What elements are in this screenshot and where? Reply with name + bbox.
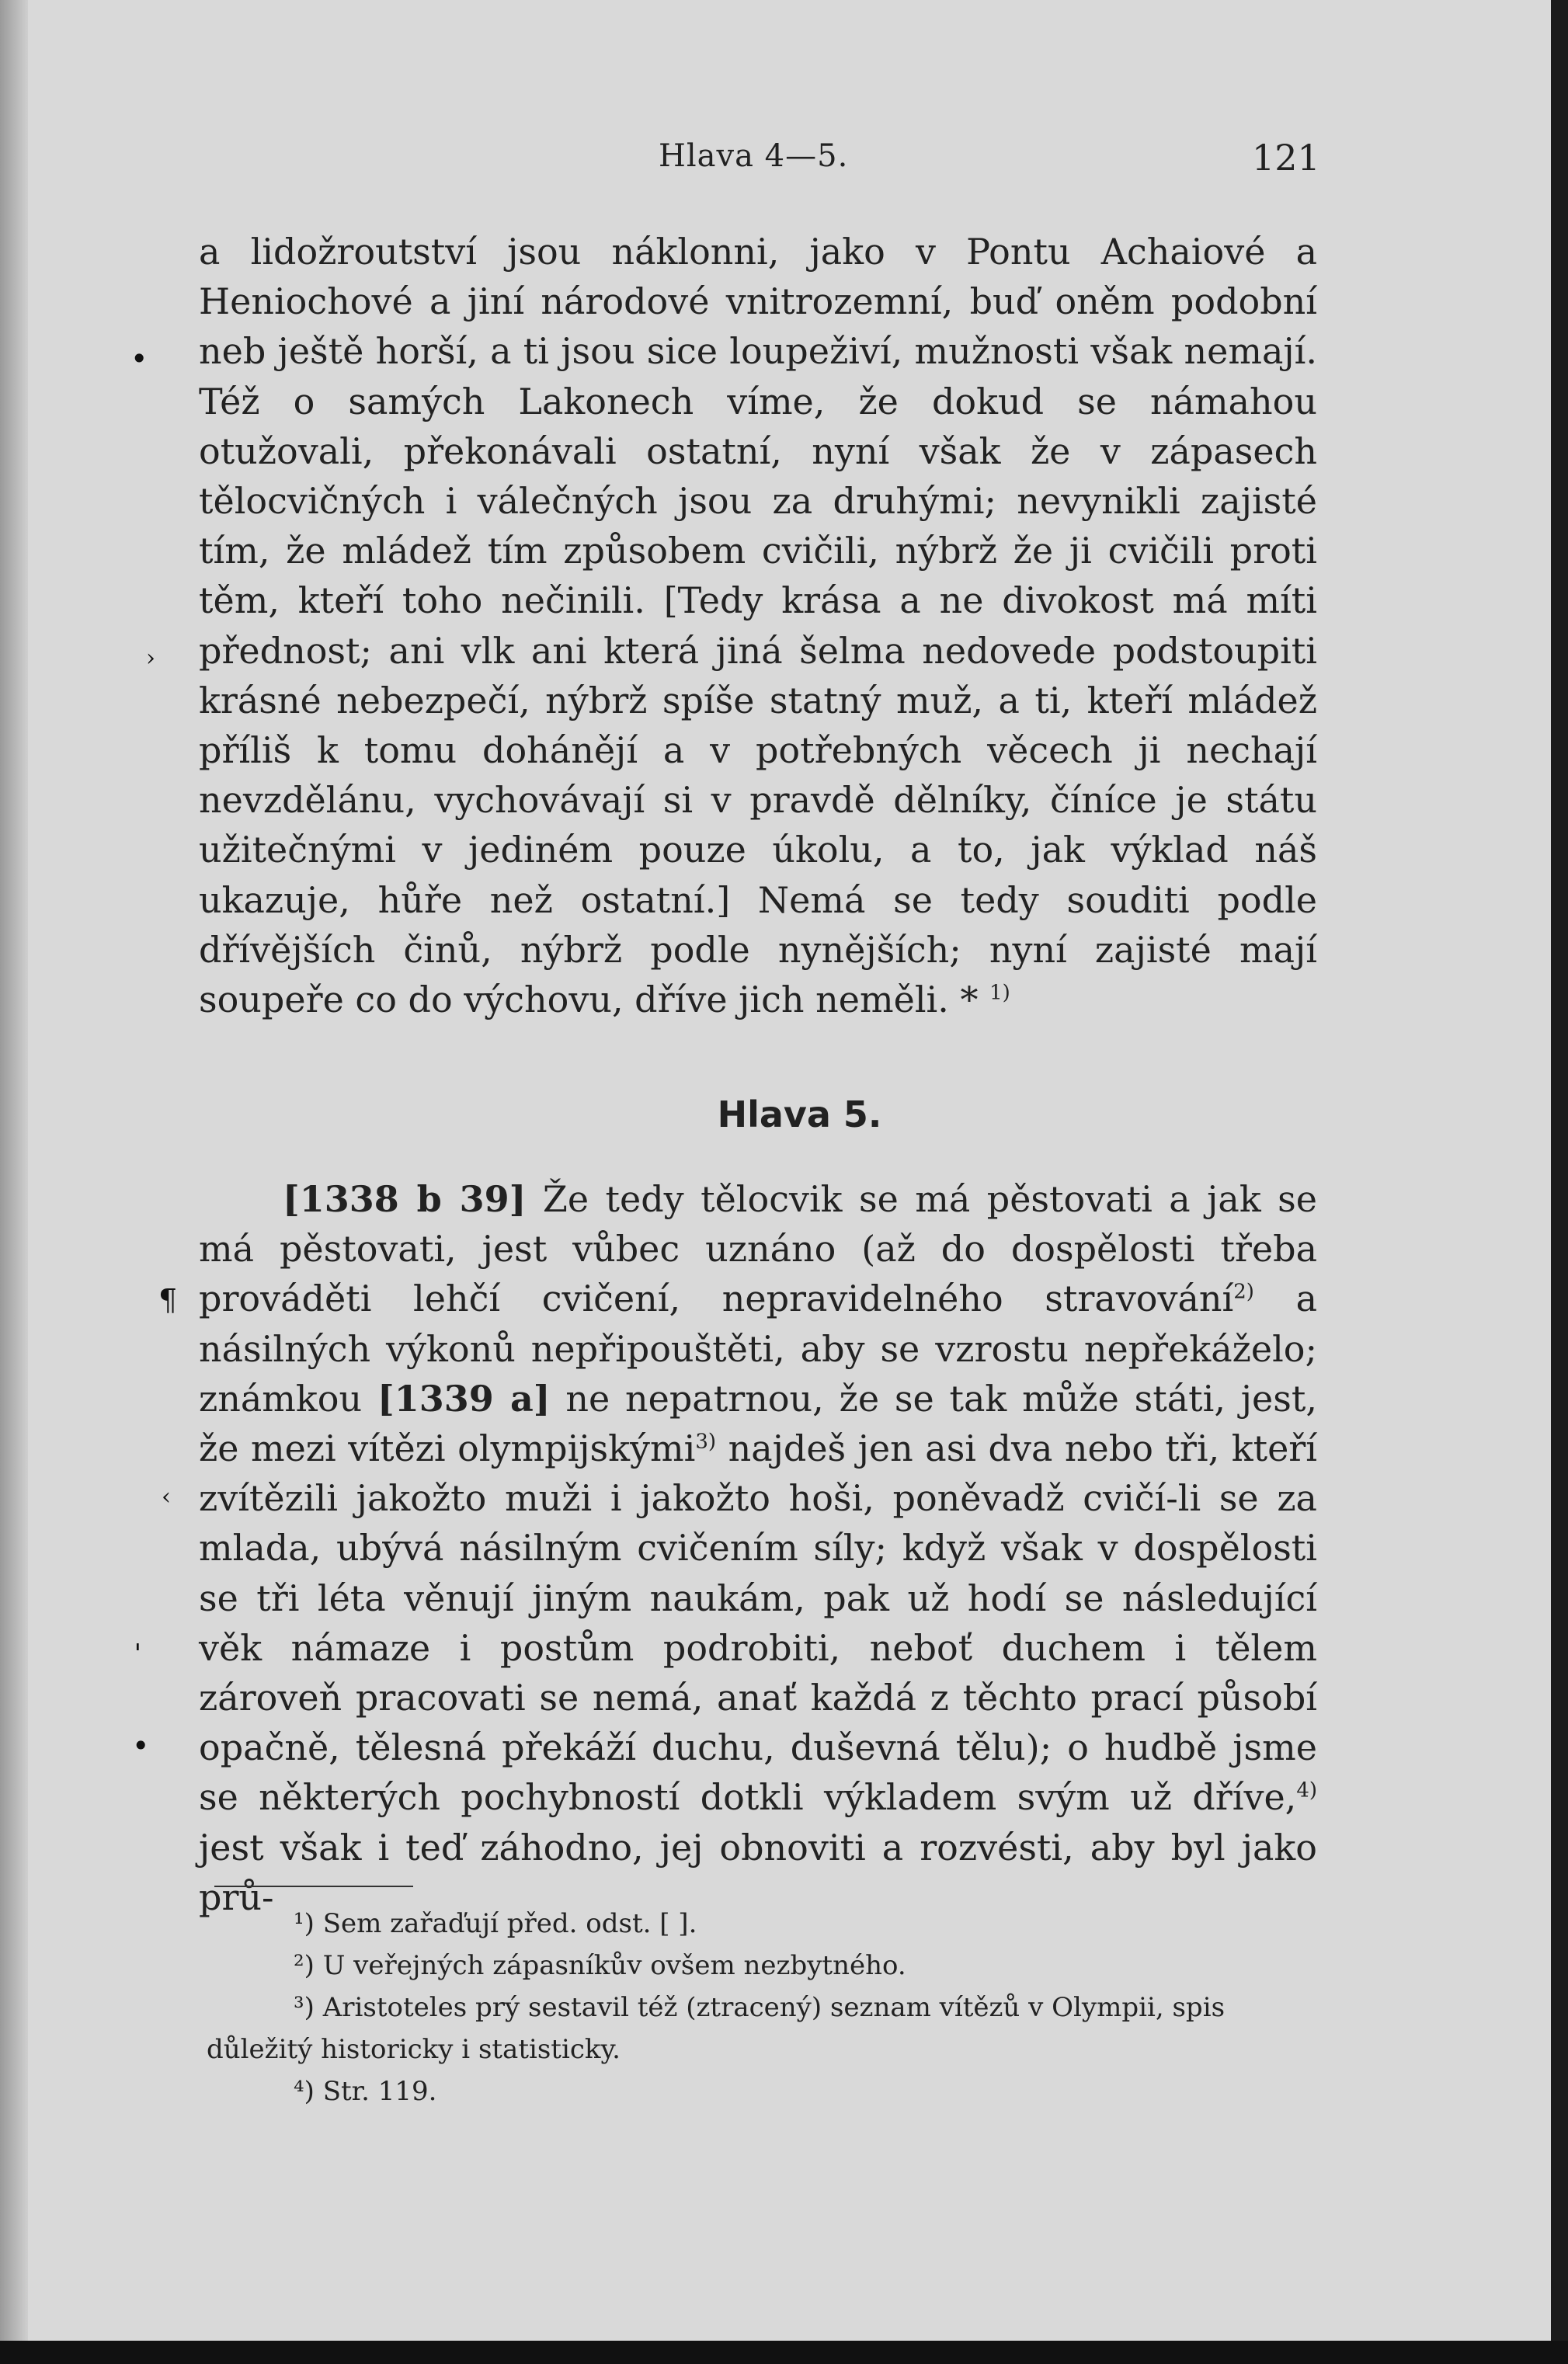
bekker-reference: [1339 a] <box>377 1377 551 1420</box>
margin-mark-icon: • <box>130 342 148 376</box>
body-text: Že tedy tělocvik se má pěstovati a jak se má pěstovati, jest vůbec uznáno (až do dospělosti třeba prováděti lehčí cvičení, nepravidelného stravování <box>199 1178 1317 1320</box>
footnote-ref-1: 1) <box>989 981 1010 1005</box>
margin-mark-icon: ˈ <box>134 1639 142 1673</box>
bekker-reference: [1338 b 39] <box>283 1178 527 1220</box>
margin-mark-icon: ‹ <box>162 1483 171 1511</box>
body-text: jest však i teď záhodno, jej obnoviti a rozvésti, aby byl jako prů- <box>199 1826 1317 1918</box>
body-paragraph-2 <box>199 1174 1317 1922</box>
margin-mark-icon: › <box>146 645 155 672</box>
body-text: ne nepatrnou, že se tak může státi, jest, že mezi vítězi olympijskými <box>199 1377 1317 1470</box>
body-text: a lidožroutství jsou náklonni, jako v Pontu Achaiové a Heniochové a jiní národové vnitrozemní, buď oněm podobní neb ještě horší, a ti jsou sice loupeživí, mužnosti však nemají. Též o samých Lakonech víme, že dokud se námahou otužovali, překonávali ostatní, nyní však že v zápasech tělocvičných i válečných jsou za druhými; nevynikli zajisté tím, že mládež tím způsobem cvičili, nýbrž že ji cvičili proti těm, kteří toho nečinili. [Tedy krása a ne divokost má míti přednost; ani vlk ani která jiná šelma nedovede podstoupiti krásné nebezpečí, nýbrž spíše statný muž, a ti, kteří mládež příliš k tomu dohánějí a v potřebných věcech ji nechají nevzdělánu, vychovávají si v pravdě dělníky, číníce je státu užitečnými v jediném pouze úkolu, a to, jak výklad náš ukazuje, hůře než ostatní.] Nemá se tedy souditi podle dřívějších činů, nýbrž podle nynějších; nyní zajisté mají soupeře co do výchovu, dříve jich neměli. * <box>199 231 1317 1021</box>
footnote-ref-4: 4) <box>1296 1779 1317 1803</box>
margin-mark-icon: ¶ <box>158 1283 178 1317</box>
footnote-2: ²) U veřejných zápasníkův ovšem nezbytného. <box>294 1950 906 1981</box>
body-text: najdeš jen asi dva nebo tři, kteří zvítězili jakožto muži i jakožto hoši, poněvadž cvičí-li se za mlada, ubývá násilným cvičením síly; když však v dospělosti se tři léta věnují jiným naukám, pak už hodí se následující věk námaze i postům podrobiti, neboť duchem i tělem zároveň pracovati se nemá, anať každá z těchto prací působí opačně, tělesná překáží duchu, duševná tělu); o hudbě jsme se některých pochybností dotkli výkladem svým už dříve, <box>199 1427 1317 1819</box>
page-spine <box>0 0 28 2364</box>
footnote-ref-3: 3) <box>695 1430 717 1454</box>
footnote-ref-2: 2) <box>1233 1281 1254 1305</box>
footnote-divider <box>214 1886 413 1887</box>
scan-edge-bottom <box>0 2341 1568 2364</box>
margin-mark-icon: • <box>132 1729 150 1763</box>
footnote-4: ⁴) Str. 119. <box>294 2076 437 2107</box>
chapter-heading: Hlava 5. <box>717 1093 882 1135</box>
running-head: Hlava 4—5. <box>659 138 849 174</box>
footnotes <box>207 1903 1317 2112</box>
body-text: a násilných výkonů nepřipouštěti, aby se vzrostu nepřekáželo; známkou <box>199 1278 1318 1420</box>
scan-edge-right <box>1551 0 1568 2364</box>
body-paragraph-1 <box>199 227 1317 1024</box>
footnote-3: ³) Aristoteles prý sestavil též (ztracený) seznam vítězů v Olympii, spis důležitý historicky i statisticky. <box>207 1992 1226 2065</box>
page-number: 121 <box>1252 137 1320 179</box>
footnote-1: ¹) Sem zařaďují před. odst. [ ]. <box>294 1908 697 1939</box>
